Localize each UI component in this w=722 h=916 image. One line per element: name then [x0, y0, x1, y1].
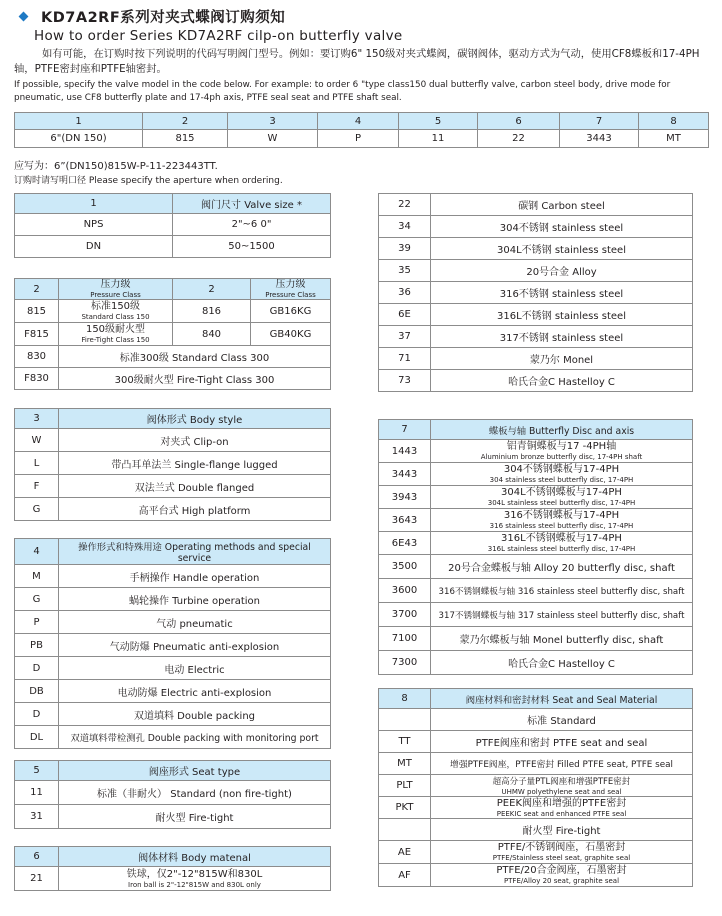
row-code: G — [15, 588, 59, 611]
header-label: 阀体材料 Body matenal — [59, 847, 331, 867]
code-value-cell: 3443 — [560, 130, 639, 148]
row-desc — [431, 486, 693, 509]
table-row — [15, 475, 331, 498]
row-desc — [431, 463, 693, 486]
table-row — [379, 797, 693, 819]
diamond-bullet-icon — [19, 12, 29, 22]
desc-en: Fire-Tight Class 150 — [81, 336, 150, 344]
table-header — [15, 761, 331, 781]
desc-cn: PTFE/不锈钢阀座，石墨密封 — [497, 842, 626, 853]
table-row — [379, 627, 693, 651]
aperture-note: 订购时请写明口径 Please specify the aperture when ordering. — [14, 176, 283, 186]
desc-en: Standard Class 150 — [81, 313, 150, 321]
fire-tight-row — [379, 819, 693, 841]
table-row — [15, 657, 331, 680]
desc-cn: 304L不锈钢蝶板与17-4PH — [501, 487, 622, 498]
desc-en: Iron ball is 2"-12"815W and 830L only — [128, 880, 261, 889]
header-label: 操作形式和特殊用途 Operating methods and special service — [59, 539, 331, 565]
disc-axis-table — [378, 419, 693, 675]
row-desc — [431, 775, 693, 797]
row-code: 36 — [379, 282, 431, 304]
desc-cn: PEEK阀座和增强的PTFE密封 — [496, 797, 627, 809]
row-code: AF — [379, 864, 431, 887]
desc-cn: 标准150级 — [90, 301, 141, 312]
row-code: 3700 — [379, 603, 431, 627]
row-code: 1443 — [379, 440, 431, 463]
row-desc: 电动 Electric — [59, 657, 331, 680]
table-row — [15, 429, 331, 452]
material-table — [378, 193, 693, 392]
row-desc — [431, 841, 693, 864]
row-desc — [431, 440, 693, 463]
table-row — [15, 368, 331, 390]
header-code: 3 — [15, 409, 59, 429]
row-code: M — [15, 565, 59, 588]
seat-type-table — [14, 760, 331, 829]
header-en: Pressure Class — [90, 291, 141, 299]
desc-cn: 316L不锈钢蝶板与17-4PH — [501, 533, 622, 544]
row-code: 71 — [379, 348, 431, 370]
row-desc: PTFE阀座和密封 PTFE seat and seal — [431, 731, 693, 753]
row-code: 3500 — [379, 555, 431, 579]
code-table-header — [15, 113, 709, 130]
row-code: 11 — [15, 781, 59, 805]
table-row — [379, 194, 693, 216]
code-header-cell: 2 — [143, 113, 228, 130]
table-row — [15, 805, 331, 829]
table-row — [379, 555, 693, 579]
row-code: 39 — [379, 238, 431, 260]
row-desc — [431, 864, 693, 887]
table-row — [379, 486, 693, 509]
row-code: 840 — [173, 323, 251, 346]
table-row — [15, 236, 331, 258]
row-code: 3600 — [379, 579, 431, 603]
table-row — [379, 509, 693, 532]
table-row — [379, 440, 693, 463]
table-header — [15, 279, 331, 300]
row-code: 7100 — [379, 627, 431, 651]
desc-en: 316 stainless steel butterfly disc, 17-4PH — [489, 522, 634, 530]
header-code: 2 — [15, 279, 59, 300]
table-row — [379, 370, 693, 392]
row-code: P — [15, 611, 59, 634]
row-desc: 双道填料带检测孔 Double packing with monitoring port — [59, 726, 331, 749]
table-row — [15, 680, 331, 703]
table-row — [15, 214, 331, 236]
desc-en: UHMW polyethylene seat and seal — [501, 787, 622, 796]
title-cn: KD7A2RF系列对夹式蝶阀订购须知 — [41, 10, 286, 26]
table-row — [379, 260, 693, 282]
table-row — [15, 588, 331, 611]
table-row — [379, 651, 693, 675]
row-desc: 317不锈钢 stainless steel — [431, 326, 693, 348]
row-code: L — [15, 452, 59, 475]
code-header-cell: 4 — [318, 113, 399, 130]
section-label: 标准 Standard — [431, 709, 693, 731]
row-desc: 蒙乃尔 Monel — [431, 348, 693, 370]
table-header — [15, 847, 331, 867]
row-code: DL — [15, 726, 59, 749]
row-desc: GB16KG — [251, 300, 331, 323]
table-row — [15, 323, 331, 346]
code-header-cell: 5 — [399, 113, 478, 130]
empty-cell — [379, 709, 431, 731]
table-header — [15, 539, 331, 565]
header-code: 6 — [15, 847, 59, 867]
row-code: 830 — [15, 346, 59, 368]
table-row — [379, 326, 693, 348]
desc-cn: 150级耐火型 — [85, 324, 146, 335]
row-code: F815 — [15, 323, 59, 346]
body-style-table — [14, 408, 331, 521]
row-desc: 增强PTFE阀座，PTFE密封 Filled PTFE seat, PTFE seal — [431, 753, 693, 775]
code-value-cell: 11 — [399, 130, 478, 148]
write-as-note: 应写为：6”(DN150)815W-P-11-223443TT. — [14, 161, 218, 172]
code-header-cell: 3 — [228, 113, 318, 130]
row-code: 31 — [15, 805, 59, 829]
desc-en: 304L stainless steel butterfly disc, 17-4PH — [487, 499, 636, 507]
table-row — [379, 304, 693, 326]
row-desc: 双法兰式 Double flanged — [59, 475, 331, 498]
table-row — [379, 731, 693, 753]
row-code: D — [15, 657, 59, 680]
row-desc: 20号合金蝶板与轴 Alloy 20 butterfly disc, shaft — [431, 555, 693, 579]
seal-material-table — [378, 688, 693, 887]
table-row — [15, 703, 331, 726]
table-header — [15, 409, 331, 429]
empty-cell — [379, 819, 431, 841]
header-code: 4 — [15, 539, 59, 565]
row-desc: 20号合金 Alloy — [431, 260, 693, 282]
table-row — [15, 300, 331, 323]
row-desc: 带凸耳单法兰 Single-flange lugged — [59, 452, 331, 475]
row-desc: 气动防爆 Pneumatic anti-explosion — [59, 634, 331, 657]
desc-cn: 铁球，仅2"-12"815W和830L — [126, 868, 263, 880]
row-code: F — [15, 475, 59, 498]
row-desc: 蜗轮操作 Turbine operation — [59, 588, 331, 611]
row-code: 6E — [379, 304, 431, 326]
row-desc — [59, 867, 331, 891]
row-code: 37 — [379, 326, 431, 348]
row-code: 73 — [379, 370, 431, 392]
header-label: 阀座材料和密封材料 Seat and Seal Material — [431, 689, 693, 709]
section-label: 耐火型 Fire-tight — [431, 819, 693, 841]
header-code: 1 — [15, 194, 173, 214]
header-label: 蝶板与轴 Butterfly Disc and axis — [431, 420, 693, 440]
row-code: 6E43 — [379, 532, 431, 555]
header — [14, 6, 714, 104]
code-table-row — [15, 130, 709, 148]
row-desc: 304不锈钢 stainless steel — [431, 216, 693, 238]
intro-en: If possible, specify the valve model in the code below. For example: to order 6 "type class150 dual butterfly valve, carbon steel body, drive mode for pneumatic, use CF8 butterfly plate and 17-4ph axis, PTFE seal seat and PTFE shaft seal. — [14, 80, 671, 103]
header-label: 阀座形式 Seat type — [59, 761, 331, 781]
row-desc: 316不锈钢 stainless steel — [431, 282, 693, 304]
table-row — [379, 775, 693, 797]
table-row — [379, 348, 693, 370]
table-row — [15, 452, 331, 475]
code-header-cell: 8 — [639, 113, 709, 130]
row-code: DB — [15, 680, 59, 703]
table-header — [379, 689, 693, 709]
row-desc: 50~1500 — [173, 236, 331, 258]
intro-cn: 如有可能，在订购时按下列说明的代码写明阀门型号。例如：要订购6" 150级对夹式蝶阀，碳钢阀体，驱动方式为气动，使用CF8蝶板和17-4PH轴，PTFE密封座和PTFE轴密封。 — [14, 48, 700, 75]
code-value-cell: 6"(DN 150) — [15, 130, 143, 148]
table-row — [15, 611, 331, 634]
header-code: 5 — [15, 761, 59, 781]
row-code: 7300 — [379, 651, 431, 675]
row-desc — [431, 532, 693, 555]
table-row — [379, 282, 693, 304]
table-row — [379, 864, 693, 887]
table-row — [379, 579, 693, 603]
table-row — [379, 753, 693, 775]
header-code: 2 — [173, 279, 251, 300]
row-desc: 气动 pneumatic — [59, 611, 331, 634]
code-header-cell: 1 — [15, 113, 143, 130]
desc-en: Aluminium bronze butterfly disc, 17-4PH shaft — [480, 453, 643, 461]
row-desc: 手柄操作 Handle operation — [59, 565, 331, 588]
pressure-class-table — [14, 278, 331, 390]
row-desc: 碳钢 Carbon steel — [431, 194, 693, 216]
table-header — [15, 194, 331, 214]
header-label: 阀体形式 Body style — [59, 409, 331, 429]
row-code: 21 — [15, 867, 59, 891]
desc-cn: 超高分子量PTL阀座和增强PTFE密封 — [492, 776, 631, 787]
valve-size-table — [14, 193, 331, 258]
header-cn: 压力级 — [275, 279, 306, 290]
body-material-table — [14, 846, 331, 891]
table-row — [15, 726, 331, 749]
row-desc: 电动防爆 Electric anti-explosion — [59, 680, 331, 703]
code-value-cell: P — [318, 130, 399, 148]
row-desc: 2"~6 0" — [173, 214, 331, 236]
row-desc: 304L不锈钢 stainless steel — [431, 238, 693, 260]
operation-table — [14, 538, 331, 749]
row-code: 34 — [379, 216, 431, 238]
row-desc: 316L不锈钢 stainless steel — [431, 304, 693, 326]
row-desc: 317不锈钢蝶板与轴 317 stainless steel butterfly disc, shaft — [431, 603, 693, 627]
desc-cn: 316不锈钢蝶板与17-4PH — [503, 510, 620, 521]
table-row — [15, 634, 331, 657]
row-code: F830 — [15, 368, 59, 390]
table-header — [379, 420, 693, 440]
desc-cn: PTFE/20合金阀座，石墨密封 — [496, 865, 627, 876]
row-desc: 哈氏合金C Hastelloy C — [431, 370, 693, 392]
row-code: MT — [379, 753, 431, 775]
desc-en: 304 stainless steel butterfly disc, 17-4PH — [489, 476, 634, 484]
row-desc — [59, 323, 173, 346]
row-code: NPS — [15, 214, 173, 236]
table-row — [379, 603, 693, 627]
header-cn: 压力级 — [100, 279, 131, 290]
row-desc — [59, 300, 173, 323]
row-code: G — [15, 498, 59, 521]
row-code: PB — [15, 634, 59, 657]
desc-cn: 铝青铜蝶板与17 -4PH轴 — [506, 441, 617, 452]
desc-en: PTFE/Stainless steel seat, graphite seal — [492, 854, 631, 862]
row-desc: 耐火型 Fire-tight — [59, 805, 331, 829]
row-code: 815 — [15, 300, 59, 323]
table-row — [379, 841, 693, 864]
row-desc: 标准300级 Standard Class 300 — [59, 346, 331, 368]
table-row — [15, 498, 331, 521]
row-desc: 标准（非耐火） Standard (non fire-tight) — [59, 781, 331, 805]
table-row — [15, 565, 331, 588]
table-row — [379, 238, 693, 260]
row-desc: GB40KG — [251, 323, 331, 346]
row-code: D — [15, 703, 59, 726]
row-desc — [431, 797, 693, 819]
table-row — [15, 781, 331, 805]
header-code: 8 — [379, 689, 431, 709]
table-row — [15, 346, 331, 368]
row-code: 3943 — [379, 486, 431, 509]
header-en: Pressure Class — [265, 291, 316, 299]
row-code: 35 — [379, 260, 431, 282]
table-row — [15, 867, 331, 891]
row-code: W — [15, 429, 59, 452]
row-desc: 316不锈钢蝶板与轴 316 stainless steel butterfly disc, shaft — [431, 579, 693, 603]
table-row — [379, 463, 693, 486]
title-en: How to order Series KD7A2RF cilp-on butterfly valve — [34, 28, 403, 44]
desc-cn: 304不锈钢蝶板与17-4PH — [503, 464, 620, 475]
row-code: 816 — [173, 300, 251, 323]
table-row — [379, 532, 693, 555]
row-code: 3443 — [379, 463, 431, 486]
row-desc — [431, 509, 693, 532]
header-label — [251, 279, 331, 300]
header-label — [59, 279, 173, 300]
standard-row — [379, 709, 693, 731]
row-code: 22 — [379, 194, 431, 216]
code-header-cell: 6 — [478, 113, 560, 130]
row-desc: 哈氏合金C Hastelloy C — [431, 651, 693, 675]
row-code: PKT — [379, 797, 431, 819]
row-desc: 300级耐火型 Fire-Tight Class 300 — [59, 368, 331, 390]
row-code: TT — [379, 731, 431, 753]
row-desc: 对夹式 Clip-on — [59, 429, 331, 452]
code-table — [14, 112, 709, 148]
code-header-cell: 7 — [560, 113, 639, 130]
header-code: 7 — [379, 420, 431, 440]
row-desc: 高平台式 High platform — [59, 498, 331, 521]
row-code: 3643 — [379, 509, 431, 532]
header-label: 阀门尺寸 Valve size * — [173, 194, 331, 214]
desc-en: PTFE/Alloy 20 seat, graphite seal — [503, 877, 620, 885]
desc-en: 316L stainless steel butterfly disc, 17-4PH — [487, 545, 636, 553]
code-value-cell: MT — [639, 130, 709, 148]
table-row — [379, 216, 693, 238]
row-code: PLT — [379, 775, 431, 797]
code-value-cell: W — [228, 130, 318, 148]
code-value-cell: 815 — [143, 130, 228, 148]
row-desc: 蒙乃尔蝶板与轴 Monel butterfly disc, shaft — [431, 627, 693, 651]
desc-en: PEEKIC seat and enhanced PTFE seal — [496, 809, 627, 818]
row-code: AE — [379, 841, 431, 864]
code-value-cell: 22 — [478, 130, 560, 148]
row-code: DN — [15, 236, 173, 258]
row-desc: 双道填料 Double packing — [59, 703, 331, 726]
